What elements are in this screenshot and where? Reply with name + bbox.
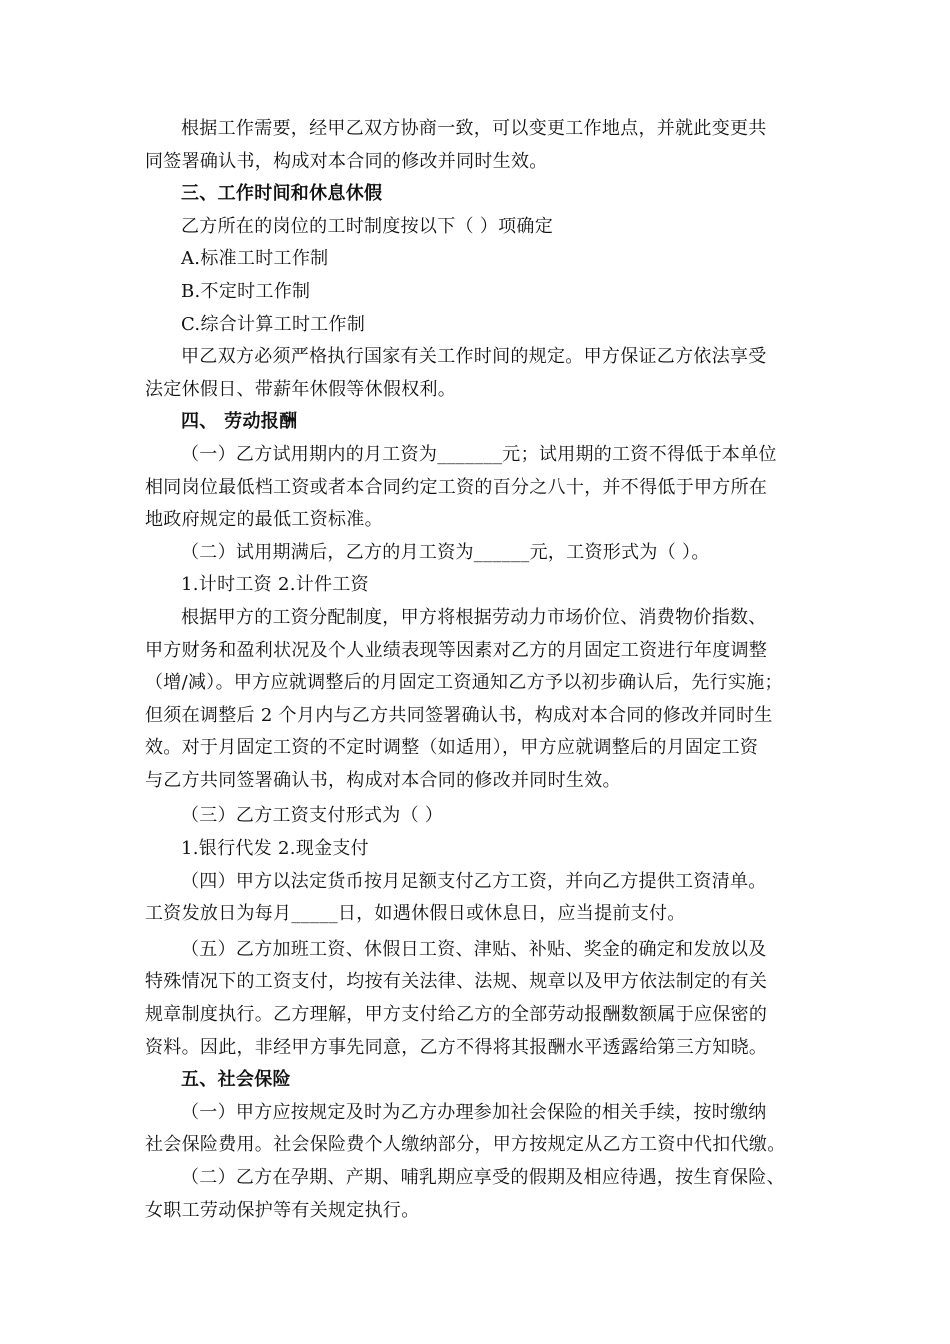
paragraph-line: 法定休假日、带薪年休假等休假权利。	[145, 378, 457, 400]
paragraph-line: 与乙方共同签署确认书，构成对本合同的修改并同时生效。	[145, 769, 621, 791]
paragraph-line: 甲方财务和盈利状况及个人业绩表现等因素对乙方的月固定工资进行年度调整	[145, 639, 768, 661]
paragraph-line: （二）乙方在孕期、产期、哺乳期应享受的假期及相应待遇，按生育保险、	[181, 1167, 785, 1188]
section-heading: 三、工作时间和休息休假	[181, 183, 383, 205]
paragraph-line: 甲乙双方必须严格执行国家有关工作时间的规定。甲方保证乙方依法享受	[181, 346, 767, 368]
paragraph-line: 资料。因此，非经甲方事先同意，乙方不得将其报酬水平透露给第三方知晓。	[145, 1036, 768, 1058]
section-heading: 四、 劳动报酬	[181, 411, 298, 433]
paragraph-line: 相同岗位最低档工资或者本合同约定工资的百分之八十，并不得低于甲方所在	[145, 476, 768, 498]
paragraph-line: （四）甲方以法定货币按月足额支付乙方工资，并向乙方提供工资清单。	[181, 870, 767, 892]
section-heading: 五、社会保险	[181, 1069, 291, 1091]
paragraph-line: 但须在调整后 2 个月内与乙方共同签署确认书，构成对本合同的修改并同时生	[145, 704, 773, 726]
paragraph-line: （五）乙方加班工资、休假日工资、津贴、补贴、奖金的确定和发放以及	[181, 938, 767, 960]
paragraph-line: （三）乙方工资支付形式为（ ）	[181, 805, 444, 827]
paragraph-line: 1.银行代发 2.现金支付	[181, 838, 369, 860]
paragraph-line: 1.计时工资 2.计件工资	[181, 574, 369, 596]
paragraph-line: 地政府规定的最低工资标准。	[145, 509, 383, 531]
paragraph-line: （增/减）。甲方应就调整后的月固定工资通知乙方予以初步确认后，先行实施；	[145, 672, 783, 694]
paragraph-line: 根据工作需要，经甲乙双方协商一致，可以变更工作地点，并就此变更共	[181, 118, 767, 139]
paragraph-line: B.不定时工作制	[181, 280, 311, 302]
paragraph-line: 效。对于月固定工资的不定时调整（如适用），甲方应就调整后的月固定工资	[145, 737, 759, 759]
paragraph-line: 工资发放日为每月_____日，如遇休假日或休息日，应当提前支付。	[145, 903, 686, 925]
paragraph-line: 社会保险费用。社会保险费个人缴纳部分，甲方按规定从乙方工资中代扣代缴。	[145, 1134, 786, 1156]
paragraph-line: （一）甲方应按规定及时为乙方办理参加社会保险的相关手续，按时缴纳	[181, 1101, 767, 1123]
paragraph-line: A.标准工时工作制	[181, 248, 329, 270]
paragraph-line: 根据甲方的工资分配制度，甲方将根据劳动力市场价位、消费物价指数、	[181, 606, 767, 628]
paragraph-line: 特殊情况下的工资支付，均按有关法律、法规、规章以及甲方依法制定的有关	[145, 971, 768, 993]
paragraph-line: 规章制度执行。乙方理解，甲方支付给乙方的全部劳动报酬数额属于应保密的	[145, 1004, 768, 1026]
paragraph-line: （一）乙方试用期内的月工资为_______元；试用期的工资不得低于本单位	[181, 443, 777, 465]
document-body	[145, 113, 815, 1227]
paragraph-line: （二）试用期满后，乙方的月工资为______元，工资形式为（ ）。	[181, 541, 710, 563]
paragraph-line: 女职工劳动保护等有关规定执行。	[145, 1199, 420, 1221]
paragraph-line: 乙方所在的岗位的工时制度按以下（ ）项确定	[181, 215, 554, 237]
paragraph-line: C.综合计算工时工作制	[181, 313, 366, 335]
paragraph-line: 同签署确认书，构成对本合同的修改并同时生效。	[145, 150, 548, 172]
